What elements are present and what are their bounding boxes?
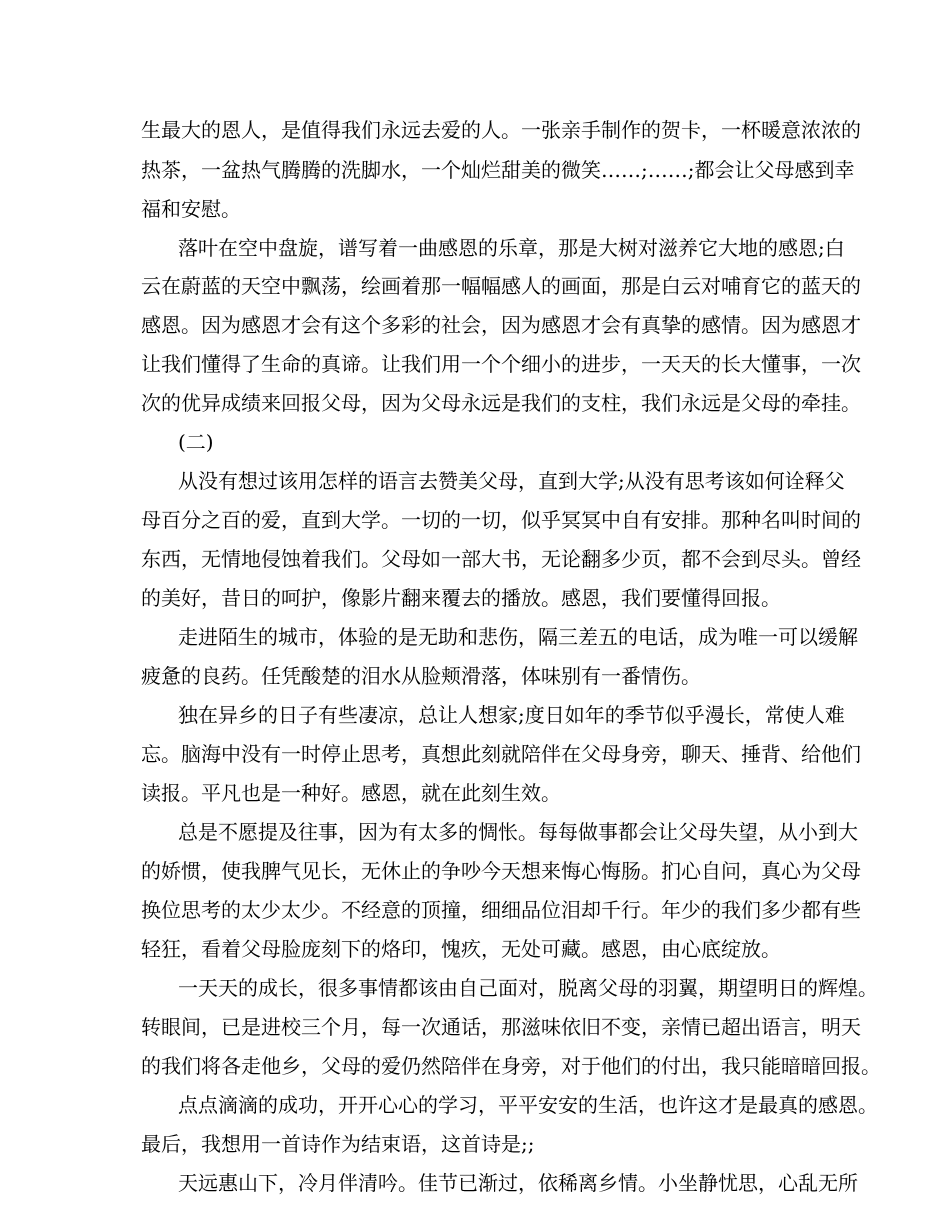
text-line: 母百分之百的爱，直到大学。一切的一切，似乎冥冥中自有安排。那种名叫时间的 (141, 508, 861, 532)
text-line: 感恩。因为感恩才会有这个多彩的社会，因为感恩才会有真挚的感情。因为感恩才 (141, 313, 861, 337)
paragraph-first-line: 总是不愿提及往事，因为有太多的惆怅。每每做事都会让父母失望，从小到大 (178, 820, 858, 844)
paragraph-first-line: 天远惠山下，冷月伴清吟。佳节已渐过，依稀离乡情。小坐静忧思，心乱无所 (178, 1171, 858, 1195)
paragraph-first-line: 一天天的成长，很多事情都该由自己面对，脱离父母的羽翼，期望明日的辉煌。 (178, 976, 878, 1000)
text-line: 次的优异成绩来回报父母，因为父母永远是我们的支柱，我们永远是父母的牵挂。 (141, 391, 861, 415)
text-line: 换位思考的太少太少。不经意的顶撞，细细品位泪却千行。年少的我们多少都有些 (141, 898, 861, 922)
text-line: 疲惫的良药。任凭酸楚的泪水从脸颊滑落，体味别有一番情伤。 (141, 664, 701, 688)
text-line: 的娇惯，使我脾气见长，无休止的争吵今天想来悔心悔肠。扪心自问，真心为父母 (141, 859, 861, 883)
text-line: 转眼间，已是进校三个月，每一次通话，那滋味依旧不变，亲情已超出语言，明天 (141, 1015, 861, 1039)
paragraph-first-line: 独在异乡的日子有些凄凉，总让人想家;度日如年的季节似乎漫长，常使人难 (178, 703, 845, 727)
text-line: 生最大的恩人，是值得我们永远去爱的人。一张亲手制作的贺卡，一杯暖意浓浓的 (141, 118, 861, 142)
paragraph-first-line: 落叶在空中盘旋，谱写着一曲感恩的乐章，那是大树对滋养它大地的感恩;白 (178, 236, 845, 260)
text-line: 的我们将各走他乡，父母的爱仍然陪伴在身旁，对于他们的付出，我只能暗暗回报。 (141, 1054, 881, 1078)
text-line: 最后，我想用一首诗作为结束语，这首诗是;; (141, 1132, 535, 1156)
text-line: 让我们懂得了生命的真谛。让我们用一个个细小的进步，一天天的长大懂事，一次 (141, 352, 861, 376)
section-heading: (二) (178, 430, 214, 454)
text-line: 云在蔚蓝的天空中飘荡，绘画着那一幅幅感人的画面，那是白云对哺育它的蓝天的 (141, 274, 861, 298)
paragraph-first-line: 从没有想过该用怎样的语言去赞美父母，直到大学;从没有思考该如何诠释父 (178, 469, 845, 493)
text-line: 热茶，一盆热气腾腾的洗脚水，一个灿烂甜美的微笑……;……;都会让父母感到幸 (141, 158, 855, 182)
text-line: 福和安慰。 (141, 197, 241, 221)
text-line: 东西，无情地侵蚀着我们。父母如一部大书，无论翻多少页，都不会到尽头。曾经 (141, 547, 861, 571)
paragraph-first-line: 点点滴滴的成功，开开心心的学习，平平安安的生活，也许这才是最真的感恩。 (178, 1093, 878, 1117)
text-line: 的美好，昔日的呵护，像影片翻来覆去的播放。感恩，我们要懂得回报。 (141, 586, 781, 610)
text-line: 忘。脑海中没有一时停止思考，真想此刻就陪伴在父母身旁，聊天、捶背、给他们 (141, 742, 861, 766)
paragraph-first-line: 走进陌生的城市，体验的是无助和悲伤，隔三差五的电话，成为唯一可以缓解 (178, 625, 858, 649)
text-line: 轻狂，看着父母脸庞刻下的烙印，愧疚，无处可藏。感恩，由心底绽放。 (141, 937, 781, 961)
text-line: 读报。平凡也是一种好。感恩，就在此刻生效。 (141, 781, 561, 805)
